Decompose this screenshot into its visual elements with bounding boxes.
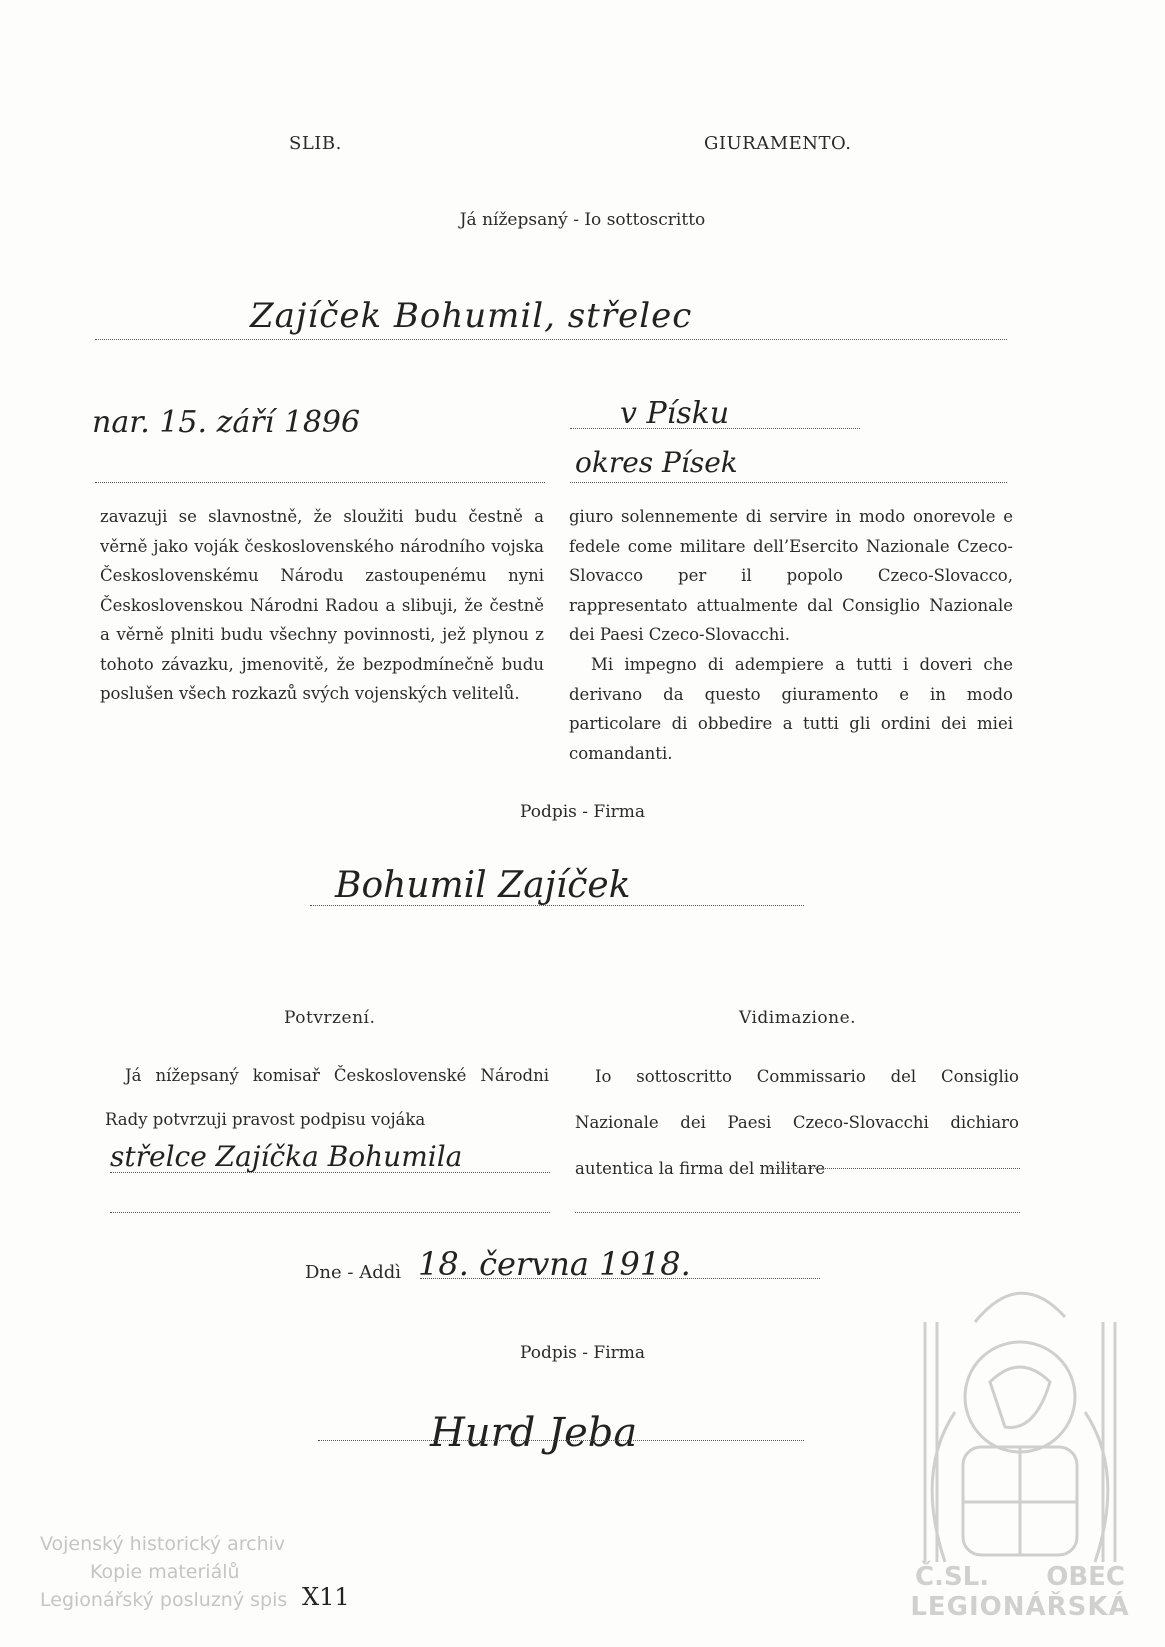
confirm-dotted-line-right-1	[770, 1168, 1020, 1169]
intro-text: Já nížepsaný - Io sottoscritto	[459, 210, 706, 230]
handwritten-confirm-name: střelce Zajíčka Bohumila	[110, 1140, 463, 1173]
oath-text-it-1: giuro solennemente di servire in modo onorevole e fedele come militare dell’Esercito Nazionale Czeco-Slovacco per il popolo Czeco-Slovacco, rappresentato attualmente dal Consiglio Nazionale dei Paesi Czeco-Slovacchi.	[569, 507, 1013, 644]
title-it: GIURAMENTO.	[704, 133, 852, 154]
confirmation-text-cz: Já nížepsaný komisař Československé Národni Rady potvrzuji pravost podpisu vojáka	[105, 1066, 549, 1129]
archive-stamp	[40, 1530, 340, 1614]
handwritten-date: 18. června 1918.	[418, 1245, 691, 1283]
birth-place-dotted-line	[570, 428, 860, 429]
watermark-line3: LEGIONÁŘSKÁ	[910, 1592, 1130, 1622]
official-signature-dotted-line	[318, 1440, 804, 1441]
confirm-dotted-line-left-2	[110, 1212, 550, 1213]
date-dotted-line	[420, 1278, 820, 1279]
oath-text-it-2: Mi impegno di adempiere a tutti i doveri che derivano da questo giuramento e in modo particolare di obbedire a tutti gli ordini dei miei comandanti.	[569, 655, 1013, 763]
watermark-emblem	[905, 1262, 1135, 1637]
confirmation-title-it: Vidimazione.	[739, 1008, 857, 1028]
title-cz: SLIB.	[289, 133, 342, 154]
archive-stamp-line3: Legionářský posluzný spis	[40, 1589, 288, 1611]
handwritten-soldier-signature: Bohumil Zajíček	[335, 865, 631, 906]
birth-dotted-line-left	[95, 482, 545, 483]
handwritten-birth-date: nar. 15. září 1896	[92, 405, 361, 440]
archive-stamp-line1: Vojenský historický archiv	[40, 1533, 286, 1555]
confirmation-title-cz: Potvrzení.	[284, 1008, 376, 1028]
name-dotted-line	[95, 339, 1007, 340]
watermark-text	[905, 1562, 1135, 1622]
signature-label-official: Podpis - Firma	[519, 1343, 646, 1363]
birth-dotted-line-right	[570, 482, 1007, 483]
watermark-line2: OBEC	[1046, 1562, 1125, 1592]
handwritten-birth-place: v Písku	[620, 396, 730, 431]
oath-text-cz: zavazuji se slavnostně, že sloužiti budu čestně a věrně jako voják československého národního vojska Československému Národu zastoupenému nyni Československou Národni Radou a slibuji, že čestně a věrně plniti budu všechny povinnosti, jež plynou z tohoto závazku, jmenovitě, že bezpodmínečně budu poslušen všech rozkazů svých vojenských velitelů.	[100, 507, 544, 703]
handwritten-name: Zajíček Bohumil, střelec	[250, 296, 693, 336]
watermark-line1: Č.SL.	[915, 1562, 990, 1592]
confirmation-text-it: Io sottoscritto Commissario del Consiglio Nazionale dei Paesi Czeco-Slovacchi dichiaro autentica la firma del militare	[575, 1067, 1019, 1178]
soldier-signature-dotted-line	[310, 905, 804, 906]
archive-stamp-line2: Kopie materiálů	[90, 1561, 240, 1583]
confirm-dotted-line-left-1	[110, 1172, 550, 1173]
signature-label-soldier: Podpis - Firma	[519, 802, 646, 822]
confirm-dotted-line-right-2	[575, 1212, 1020, 1213]
handwritten-district: okres Písek	[575, 446, 738, 479]
handwritten-official-signature: Hurd Jeba	[430, 1410, 638, 1456]
archive-mark: X11	[302, 1583, 350, 1611]
date-label: Dne - Addì	[305, 1262, 402, 1283]
